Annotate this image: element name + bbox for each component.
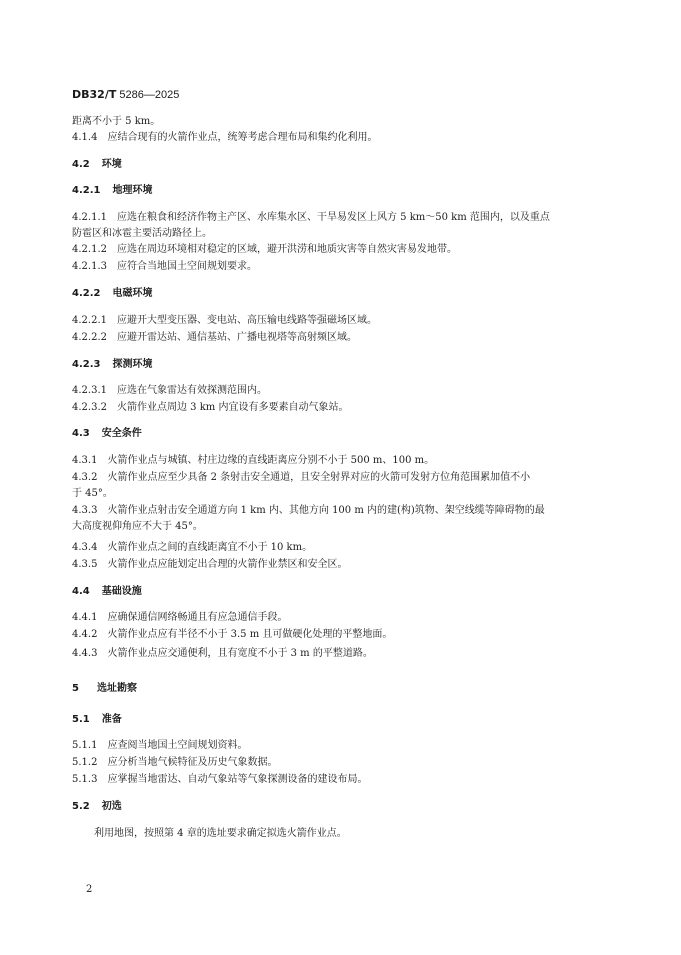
- clause-text: 火箭作业点应能划定出合理的火箭作业禁区和安全区。: [107, 559, 348, 570]
- line-text: 防雹区和冰雹主要活动路径上。: [72, 228, 212, 239]
- clause-5-1-2: [72, 755, 612, 771]
- heading-text: 准备: [101, 714, 122, 725]
- line-text: 距离不小于 5 km。: [72, 116, 161, 127]
- clause-text: 火箭作业点之间的直线距离宜不小于 10 km。: [107, 542, 313, 553]
- clause-number: 4.2.3.1: [72, 385, 107, 396]
- clause-5-1-1: [72, 738, 612, 754]
- clause-number: 4.3.1: [72, 455, 98, 466]
- standard-code-prefix: DB32/T: [72, 88, 117, 101]
- heading-text: 环境: [101, 159, 122, 170]
- clause-text: 应分析当地气候特征及历史气象数据。: [107, 757, 278, 768]
- clause-text: 应符合当地国土空间规划要求。: [117, 261, 257, 272]
- clause-text: 应避开大型变压器、变电站、高压输电线路等强磁场区域。: [117, 315, 377, 326]
- clause-text: 应选在气象雷达有效探测范围内。: [117, 385, 267, 396]
- line-text: 于 45°。: [72, 488, 113, 499]
- clause-text: 应选在粮食和经济作物主产区、水库集水区、干旱易发区上风方 5 km～50 km 范围内，以及重点: [117, 212, 550, 223]
- clause-4-4-1: [72, 610, 612, 626]
- text-line: [72, 114, 612, 130]
- clause-text: 应确保通信网络畅通且有应急通信手段。: [107, 612, 288, 623]
- line-text: 大高度视仰角应不大于 45°。: [72, 521, 203, 532]
- clause-4-2-3-1: [72, 383, 612, 399]
- clause-text: 应避开雷达站、通信基站、广播电视塔等高射频区域。: [117, 332, 357, 343]
- clause-text: 应掌握当地雷达、自动气象站等气象探测设备的建设布局。: [107, 774, 368, 785]
- heading-number: 4.4: [72, 586, 90, 597]
- clause-number: 4.2.1.2: [72, 244, 107, 255]
- clause-text: 火箭作业点与城镇、村庄边缘的直线距离应分别不小于 500 m、100 m。: [107, 455, 435, 466]
- standard-code-number: 5286—2025: [116, 89, 180, 101]
- heading-4-2-3: [72, 357, 612, 373]
- heading-text: 探测环境: [112, 359, 153, 370]
- clause-text: 应结合现有的火箭作业点，统筹考虑合理布局和集约化利用。: [107, 132, 378, 143]
- paragraph-text: [94, 826, 634, 842]
- heading-number: 4.2.1: [72, 185, 101, 196]
- clause-number: 4.4.1: [72, 612, 98, 623]
- text-line: [72, 486, 612, 502]
- clause-4-2-1-2: [72, 242, 612, 258]
- heading-number: 5: [72, 683, 79, 694]
- clause-text: 应选在周边环境相对稳定的区域，避开洪涝和地质灾害等自然灾害易发地带。: [117, 244, 457, 255]
- clause-text: 火箭作业点射击安全通道方向 1 km 内、其他方向 100 m 内的建(构)筑物、架空线缆等障碍物的最: [107, 505, 545, 516]
- line-text: 利用地图，按照第 4 章的选址要求确定拟选火箭作业点。: [94, 828, 347, 839]
- clause-number: 4.2.1.1: [72, 212, 107, 223]
- clause-number: 4.3.5: [72, 559, 98, 570]
- heading-5-1: [72, 712, 612, 728]
- standard-code-header: [72, 88, 179, 101]
- clause-5-1-3: [72, 772, 612, 788]
- clause-number: 4.4.2: [72, 629, 98, 640]
- text-line: [72, 519, 612, 535]
- clause-4-2-1-1: [72, 210, 612, 226]
- clause-4-1-4: [72, 130, 612, 146]
- heading-number: 4.2: [72, 159, 90, 170]
- page-number: 2: [86, 884, 93, 895]
- clause-number: 4.2.3.2: [72, 402, 107, 413]
- heading-number: 5.1: [72, 714, 90, 725]
- heading-4-4: [72, 584, 612, 600]
- clause-number: 4.3.3: [72, 505, 98, 516]
- clause-text: 火箭作业点应至少具备 2 条射击安全通道，且安全射界对应的火箭可发射方位角范围累加值不小: [107, 472, 531, 483]
- clause-4-2-1-3: [72, 259, 612, 275]
- clause-4-4-2: [72, 627, 612, 643]
- clause-number: 4.3.4: [72, 542, 98, 553]
- heading-text: 基础设施: [101, 586, 142, 597]
- text-line: [72, 226, 612, 242]
- clause-number: 4.1.4: [72, 132, 98, 143]
- clause-4-2-3-2: [72, 400, 612, 416]
- clause-text: 应查阅当地国土空间规划资料。: [107, 740, 248, 751]
- heading-4-2-2: [72, 286, 612, 302]
- heading-number: 4.2.2: [72, 288, 101, 299]
- clause-text: 火箭作业点应有半径不小于 3.5 m 且可做硬化处理的平整地面。: [107, 629, 393, 640]
- clause-number: 4.2.1.3: [72, 261, 107, 272]
- clause-4-3-2: [72, 470, 612, 486]
- clause-number: 5.1.2: [72, 757, 98, 768]
- clause-text: 火箭作业点应交通便利，且有宽度不小于 3 m 的平整道路。: [107, 648, 373, 659]
- heading-number: 5.2: [72, 801, 90, 812]
- clause-number: 5.1.3: [72, 774, 98, 785]
- clause-4-3-3: [72, 503, 612, 519]
- clause-text: 火箭作业点周边 3 km 内宜设有多要素自动气象站。: [117, 402, 349, 413]
- heading-text: 安全条件: [101, 428, 142, 439]
- clause-4-3-1: [72, 453, 612, 469]
- clause-4-2-2-2: [72, 330, 612, 346]
- clause-4-4-3: [72, 646, 612, 662]
- clause-4-3-5: [72, 557, 612, 573]
- heading-number: 4.3: [72, 428, 90, 439]
- clause-number: 4.2.2.1: [72, 315, 107, 326]
- heading-text: 选址勘察: [96, 683, 137, 694]
- clause-number: 4.4.3: [72, 648, 98, 659]
- heading-text: 地理环境: [112, 185, 153, 196]
- heading-4-2-1: [72, 183, 612, 199]
- clause-number: 4.2.2.2: [72, 332, 107, 343]
- clause-number: 5.1.1: [72, 740, 98, 751]
- heading-number: 4.2.3: [72, 359, 101, 370]
- heading-4-3: [72, 426, 612, 442]
- clause-4-2-2-1: [72, 313, 612, 329]
- heading-text: 初选: [101, 801, 122, 812]
- heading-5: [72, 681, 612, 697]
- clause-4-3-4: [72, 540, 612, 556]
- heading-4-2: [72, 157, 612, 173]
- heading-text: 电磁环境: [112, 288, 153, 299]
- clause-number: 4.3.2: [72, 472, 98, 483]
- heading-5-2: [72, 799, 612, 815]
